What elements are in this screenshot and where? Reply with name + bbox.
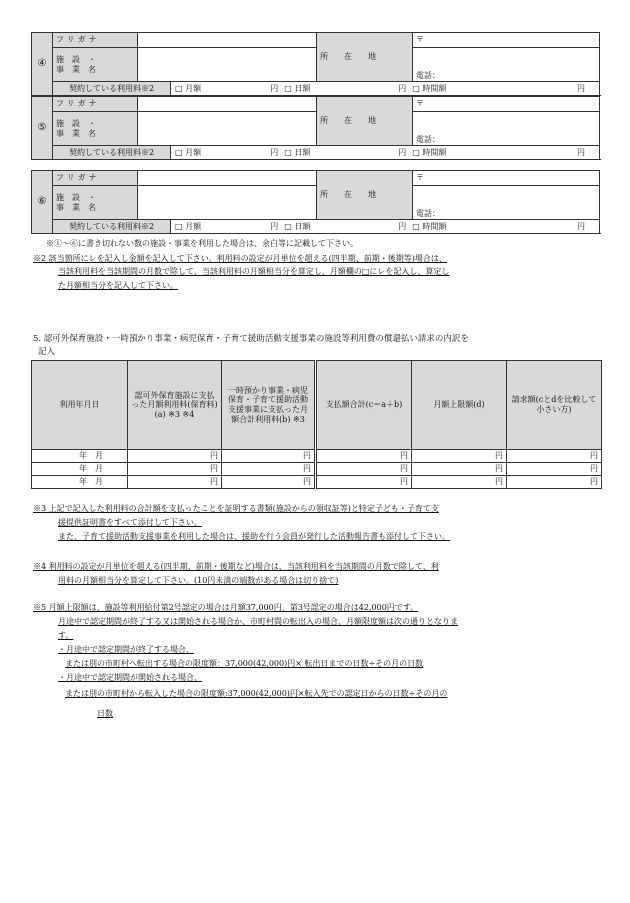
amount-b[interactable]: 円 bbox=[222, 463, 316, 476]
table-row bbox=[32, 463, 602, 476]
postal-field[interactable]: 〒 bbox=[413, 33, 600, 48]
phone-field[interactable]: 電話： bbox=[413, 186, 600, 220]
facility-name-field[interactable] bbox=[138, 112, 317, 146]
date-cell[interactable]: 年 月 bbox=[32, 450, 128, 463]
note-5-line-2: 月途中で認定期間が終了する又は開始される場合か、市町村間の転出入の場合、月額限度額は次の通りとなりま bbox=[58, 617, 458, 626]
date-cell[interactable]: 年 月 bbox=[32, 463, 128, 476]
amount-a[interactable]: 円 bbox=[128, 463, 222, 476]
contract-fee-label: 契約している利用料※2 bbox=[53, 82, 171, 96]
table-row bbox=[32, 476, 602, 489]
note-5-line-3: す。 bbox=[58, 631, 74, 640]
amount-c[interactable]: 円 bbox=[316, 476, 412, 489]
postal-field[interactable]: 〒 bbox=[413, 171, 600, 186]
note-5-line-1: ※5 月額上限額は、施設等利用給付第2号認定の場合は月額37,000円、第3号認定の場合は42,000円です。 bbox=[33, 603, 419, 612]
furigana-field[interactable] bbox=[138, 33, 317, 48]
note-3-line-2: 援提供証明書をすべて添付して下さい。 bbox=[58, 518, 202, 527]
postal-field[interactable]: 〒 bbox=[413, 97, 600, 112]
note-1: ※①～⑥に書き切れない数の施設・事業を利用した場合は、余白等に記載して下さい。 bbox=[46, 239, 358, 248]
facility-table-5 bbox=[31, 96, 600, 160]
furigana-field[interactable] bbox=[138, 171, 317, 186]
section5-title: 5. 認可外保育施設・一時預かり事業・病児保育・子育て援助活動支援事業の施設等利用費の償還払い請求の内訳を bbox=[33, 334, 469, 344]
table-row bbox=[32, 450, 602, 463]
monthly-checkbox[interactable]: □ 月額 bbox=[175, 221, 202, 231]
facility-name-label: 施 設 ・ 事 業 名 bbox=[53, 48, 138, 82]
furigana-label: フリガナ bbox=[53, 171, 138, 186]
daily-checkbox[interactable]: □ 日額 bbox=[284, 221, 311, 231]
amount-d[interactable]: 円 bbox=[412, 463, 507, 476]
amount-b[interactable]: 円 bbox=[222, 450, 316, 463]
daily-checkbox[interactable]: □ 日額 bbox=[284, 147, 311, 157]
furigana-label: フリガナ bbox=[53, 33, 138, 48]
amount-c[interactable]: 円 bbox=[316, 463, 412, 476]
facility-number: ④ bbox=[32, 33, 53, 96]
note-3-line-1: ※3 上記で記入した利用料の合計額を支払ったことを証明する書類(施設からの領収証等)と特定子ども・子育て支 bbox=[33, 504, 439, 513]
amount-claim[interactable]: 円 bbox=[507, 463, 602, 476]
contract-fee-label: 契約している利用料※2 bbox=[53, 220, 171, 234]
section5-title-cont: 記入 bbox=[38, 347, 56, 357]
fee-options[interactable]: □ 月額 円 □ 日額 円 □ 時間額 円 bbox=[171, 220, 600, 234]
monthly-checkbox[interactable]: □ 月額 bbox=[175, 147, 202, 157]
amount-a[interactable]: 円 bbox=[128, 476, 222, 489]
furigana-field[interactable] bbox=[138, 97, 317, 112]
header-temp-care-fee: 一時預かり事業・病児保育・子育て援助活動支援事業に支払った月額合計利用料(b) ※3 bbox=[222, 361, 316, 450]
daily-checkbox[interactable]: □ 日額 bbox=[284, 83, 311, 93]
header-total-paid: 支払額合計(c＝a＋b) bbox=[316, 361, 412, 450]
note-2-line-1: ※2 該当箇所にレを記入し金額を記入して下さい。利用料の設定が月単位を超える(四半期、前期・後期等)場合は、 bbox=[33, 254, 447, 263]
hourly-checkbox[interactable]: □ 時間額 bbox=[412, 147, 447, 157]
note-2-line-3: た月額相当分を記入して下さい。 bbox=[58, 281, 178, 290]
amount-d[interactable]: 円 bbox=[412, 450, 507, 463]
note-5-line-5: または別の市町村へ転出する場合の限度額：37,000(42,000)円× 転出日までの日数÷その月の日数 bbox=[65, 659, 424, 668]
fee-options[interactable]: □ 月額 円 □ 日額 円 □ 時間額 円 bbox=[171, 82, 600, 96]
facility-name-field[interactable] bbox=[138, 186, 317, 220]
header-unlicensed-fee: 認可外保育施設に支払った月額利用料(保育料)(a) ※3 ※4 bbox=[128, 361, 222, 450]
reimbursement-table bbox=[31, 360, 602, 489]
address-label: 所 在 地 bbox=[317, 171, 413, 220]
amount-d[interactable]: 円 bbox=[412, 476, 507, 489]
note-5-line-4: ・月途中で認定期間が終了する場合、 bbox=[58, 645, 194, 654]
note-5-line-7: または別の市町村から転入した場合の限度額:37,000(42,000)円×転入先での認定日からの日数÷その月の bbox=[65, 689, 448, 698]
address-label: 所 在 地 bbox=[317, 97, 413, 146]
facility-name-label: 施 設 ・ 事 業 名 bbox=[53, 112, 138, 146]
hourly-checkbox[interactable]: □ 時間額 bbox=[412, 221, 447, 231]
furigana-label: フリガナ bbox=[53, 97, 138, 112]
facility-name-label: 施 設 ・ 事 業 名 bbox=[53, 186, 138, 220]
amount-c[interactable]: 円 bbox=[316, 450, 412, 463]
note-2-line-2: 当該利用料を当該期間の月数で除して、当該利用料の月額相当分を算定し、月額欄の□にレを記入し、算定し bbox=[58, 267, 450, 276]
note-4-line-1: ※4 利用料の設定が月単位を超える(四半期、前期・後期など)場合は、当該利用料を当該期間の月数で除して、利 bbox=[33, 562, 439, 571]
header-usage-date: 利用年月日 bbox=[32, 361, 128, 450]
address-label: 所 在 地 bbox=[317, 33, 413, 82]
amount-claim[interactable]: 円 bbox=[507, 476, 602, 489]
contract-fee-label: 契約している利用料※2 bbox=[53, 146, 171, 160]
facility-name-field[interactable] bbox=[138, 48, 317, 82]
fee-options[interactable]: □ 月額 円 □ 日額 円 □ 時間額 円 bbox=[171, 146, 600, 160]
amount-b[interactable]: 円 bbox=[222, 476, 316, 489]
note-4-line-2: 用料の月額相当分を算定して下さい。(10円未満の端数がある場合は切り捨て) bbox=[58, 576, 339, 585]
facility-table-4 bbox=[31, 32, 600, 96]
note-3-line-3: また、子育て援助活動支援事業を利用した場合は、援助を行う会員が発行した活動報告書も添付して下さい。 bbox=[58, 532, 450, 541]
date-cell[interactable]: 年 月 bbox=[32, 476, 128, 489]
amount-a[interactable]: 円 bbox=[128, 450, 222, 463]
phone-field[interactable]: 電話： bbox=[413, 48, 600, 82]
hourly-checkbox[interactable]: □ 時間額 bbox=[412, 83, 447, 93]
header-monthly-limit: 月額上限額(d) bbox=[412, 361, 507, 450]
header-claim-amount: 請求額(cとdを比較して小さい方) bbox=[507, 361, 602, 450]
facility-table-6 bbox=[31, 170, 600, 234]
facility-number: ⑤ bbox=[32, 97, 53, 160]
facility-number: ⑥ bbox=[32, 171, 53, 234]
amount-claim[interactable]: 円 bbox=[507, 450, 602, 463]
note-5-line-6: ・月途中で認定期間が開始される場合、 bbox=[58, 673, 202, 682]
note-5-line-8: 日数 bbox=[97, 709, 113, 718]
monthly-checkbox[interactable]: □ 月額 bbox=[175, 83, 202, 93]
phone-field[interactable]: 電話： bbox=[413, 112, 600, 146]
